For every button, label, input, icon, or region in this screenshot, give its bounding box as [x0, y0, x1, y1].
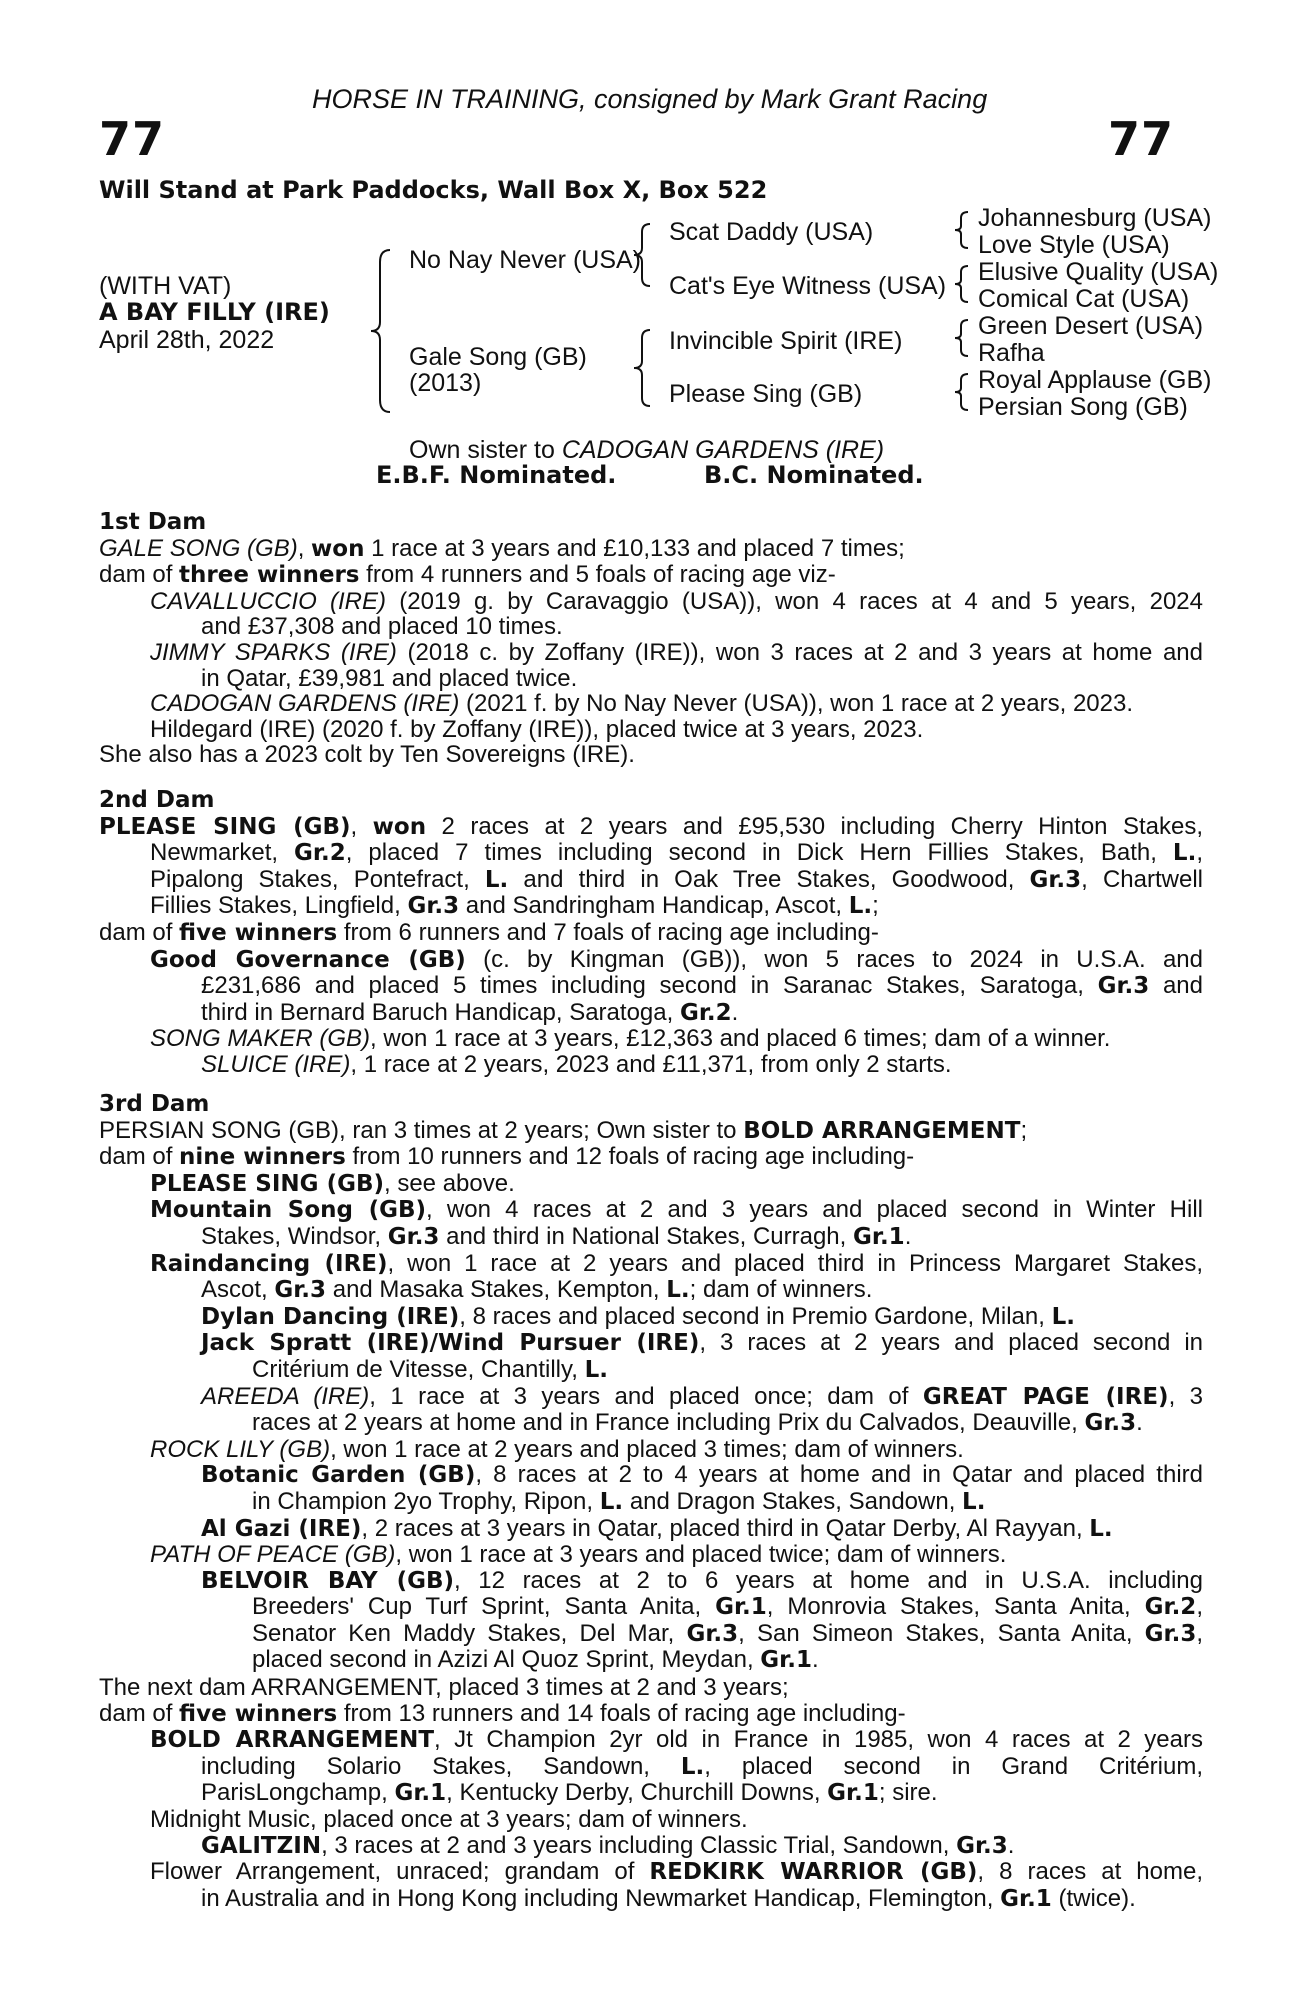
text-run: from 4 runners and 5 foals of racing age viz-	[359, 561, 836, 589]
text-run: , 3	[1168, 1382, 1204, 1410]
text-run: , won 1 race at 3 years and placed twice; dam of winners.	[395, 1541, 1007, 1569]
pedigree-text-line	[99, 814, 1203, 841]
italic-text: AREEDA (IRE)	[201, 1382, 370, 1410]
text-run: Pipalong Stakes, Pontefract,	[150, 865, 485, 893]
pedigree-text-line	[99, 1197, 1203, 1224]
text-run: dam of	[99, 1699, 180, 1727]
bold-text: BELVOIR BAY (GB)	[201, 1567, 455, 1594]
pedigree-text-line	[99, 1330, 1203, 1357]
stand-location: Will Stand at Park Paddocks, Wall Box X, Box 522	[99, 176, 768, 204]
bold-text: Gr.2	[294, 840, 346, 867]
pedigree-text-line	[99, 742, 1203, 768]
section-heading: 1st Dam	[99, 509, 207, 535]
text-run: , Monrovia Stakes, Santa Anita,	[766, 1593, 1145, 1621]
pedigree-text-line	[99, 666, 1203, 692]
pedigree-text-line	[99, 1621, 1203, 1648]
pedigree-text-line	[99, 1171, 1203, 1198]
text-run: , San Simeon Stakes, Santa Anita,	[738, 1619, 1145, 1647]
bold-text: three winners	[179, 562, 360, 589]
pedigree-brace-sd	[950, 264, 972, 304]
own-sister-note: Own sister to CADOGAN GARDENS (IRE)	[409, 436, 885, 464]
bold-text: L.	[666, 1277, 690, 1304]
text-run: and £37,308 and placed 10 times.	[201, 613, 563, 641]
bold-text: BOLD ARRANGEMENT	[150, 1727, 435, 1754]
pedigree-dss: Green Desert (USA)	[978, 312, 1204, 340]
text-run: from 10 runners and 12 foals of racing age including-	[345, 1143, 915, 1171]
bold-text: Gr.3	[387, 1223, 440, 1250]
pedigree-text-line	[99, 1516, 1203, 1543]
bold-text: Gr.3	[686, 1620, 739, 1647]
pedigree-sss: Johannesburg (USA)	[978, 204, 1212, 232]
bold-text: Gr.3	[1144, 1620, 1197, 1647]
pedigree-text-line	[99, 920, 1203, 947]
text-run: and Sandringham Handicap, Ascot,	[459, 892, 849, 920]
text-run: Senator Ken Maddy Stakes, Del Mar,	[252, 1619, 687, 1647]
pedigree-text-line	[99, 1118, 1203, 1145]
italic-text: CADOGAN GARDENS (IRE)	[150, 690, 460, 718]
text-run: , 1 race at 3 years and placed once; dam of	[369, 1382, 923, 1410]
bold-text: five winners	[179, 919, 338, 946]
pedigree-text-line	[99, 1026, 1203, 1052]
pedigree-text-line	[99, 589, 1203, 615]
pedigree-text-line	[99, 1462, 1203, 1489]
bold-text: PLEASE SING (GB)	[150, 1170, 384, 1197]
text-run: , Jt Champion 2yr old in France in 1985, won 4 races at 2 years	[434, 1726, 1203, 1754]
pedigree-text-line	[99, 1384, 1203, 1411]
bold-text: Gr.1	[1000, 1885, 1052, 1912]
bold-text: L.	[484, 866, 509, 893]
bold-text: Gr.1	[715, 1594, 767, 1621]
pedigree-text-line	[99, 614, 1203, 640]
text-run: dam of	[99, 1143, 180, 1171]
text-run: , 3 races at 2 and 3 years including Classic Trial, Sandown,	[321, 1831, 957, 1859]
pedigree-text-line	[99, 893, 1203, 920]
dam-1-section	[99, 510, 1203, 768]
pedigree-brace-ss	[950, 210, 972, 250]
text-run: , won 1 race at 3 years, £12,363 and placed 6 times; dam of a winner.	[370, 1025, 1111, 1053]
text-run: Critérium de Vitesse, Chantilly,	[252, 1355, 585, 1383]
pedigree-text-line	[99, 691, 1203, 717]
pedigree-text-line	[99, 1833, 1203, 1860]
text-run: Breeders' Cup Turf Sprint, Santa Anita,	[252, 1593, 716, 1621]
pedigree-sire-dam: Cat's Eye Witness (USA)	[669, 272, 947, 300]
text-run: and Dragon Stakes, Sandown,	[623, 1487, 963, 1515]
dam-3-section	[99, 1092, 1203, 1674]
own-sister-name: CADOGAN GARDENS (IRE)	[561, 436, 885, 464]
bold-text: Gr.3	[956, 1832, 1008, 1859]
pedigree-text-line	[99, 973, 1203, 1000]
text-run: She also has a 2023 colt by Ten Sovereigns (IRE).	[99, 741, 635, 769]
bold-text: Botanic Garden (GB)	[201, 1462, 476, 1489]
lot-number-left: 77	[99, 112, 166, 166]
pedigree-text-line	[99, 1675, 1203, 1701]
bold-text: Mountain Song (GB)	[150, 1197, 426, 1224]
bold-text: L.	[962, 1488, 986, 1515]
text-run: from 6 runners and 7 foals of racing age including-	[337, 918, 879, 946]
italic-text: CAVALLUCCIO (IRE)	[150, 587, 387, 615]
text-run: in Qatar, £39,981 and placed twice.	[201, 664, 578, 692]
bold-text: Gr.1	[394, 1780, 447, 1807]
text-run: ,	[350, 812, 373, 840]
text-run: in Australia and in Hong Kong including Newmarket Handicap, Flemington,	[201, 1884, 1001, 1912]
text-run: and third in National Stakes, Curragh,	[439, 1222, 853, 1250]
bold-text: L.	[848, 893, 873, 920]
pedigree-text-line	[99, 867, 1203, 894]
text-run: , Chartwell	[1081, 865, 1203, 893]
text-run: third in Bernard Baruch Handicap, Saratoga,	[201, 998, 680, 1026]
text-run: ,	[297, 534, 312, 562]
text-run: and Masaka Stakes, Kempton,	[326, 1276, 667, 1304]
pedigree-text-line	[99, 1144, 1203, 1171]
text-run: Flower Arrangement, unraced; grandam of	[150, 1858, 650, 1886]
text-run: , 8 races and placed second in Premio Gardone, Milan,	[459, 1302, 1052, 1330]
bold-text: five winners	[179, 1700, 338, 1727]
pedigree-text-line	[99, 1052, 1203, 1078]
text-run: , won 4 races at 2 and 3 years and placed second in Winter Hill	[426, 1196, 1203, 1224]
text-run: .	[1136, 1409, 1143, 1437]
text-run: £231,686 and placed 5 times including second in Saranac Stakes, Saratoga,	[201, 972, 1098, 1000]
pedigree-dds: Royal Applause (GB)	[978, 366, 1212, 394]
text-run: and	[1149, 972, 1203, 1000]
foaling-date: April 28th, 2022	[99, 326, 275, 354]
text-run: including Solario Stakes, Sandown,	[201, 1752, 681, 1780]
text-run: , placed 7 times including second in Dick Hern Fillies Stakes, Bath,	[345, 839, 1173, 867]
text-run: (2019 g. by Caravaggio (USA)), won 4 races at 4 and 5 years, 2024	[386, 587, 1203, 615]
bold-text: nine winners	[179, 1144, 346, 1171]
text-run: Fillies Stakes, Lingfield,	[150, 892, 408, 920]
pedigree-text-line	[99, 1224, 1203, 1251]
bold-text: GALITZIN	[201, 1832, 322, 1859]
section-heading: 3rd Dam	[99, 1091, 210, 1117]
text-run: dam of	[99, 561, 180, 589]
text-run: , 2 races at 3 years in Qatar, placed third in Qatar Derby, Al Rayyan,	[361, 1514, 1090, 1542]
text-run: ;	[872, 892, 879, 920]
bold-text: L.	[1089, 1515, 1113, 1542]
italic-text: SLUICE (IRE)	[201, 1050, 351, 1078]
bold-text: Gr.1	[760, 1647, 812, 1674]
pedigree-text-line	[99, 1594, 1203, 1621]
bold-text: L.	[599, 1488, 624, 1515]
pedigree-text-line	[99, 1647, 1203, 1674]
italic-text: GALE SONG (GB)	[99, 534, 298, 562]
text-run: ParisLongchamp,	[201, 1779, 395, 1807]
pedigree-sdd: Comical Cat (USA)	[978, 285, 1190, 313]
bold-text: Gr.3	[274, 1277, 327, 1304]
text-run: , 12 races at 2 to 6 years at home and in U.S.A. including	[454, 1566, 1203, 1594]
pedigree-text-line	[99, 1701, 1203, 1728]
pedigree-text-line	[99, 562, 1203, 589]
bold-text: Gr.1	[853, 1223, 905, 1250]
pedigree-text-line	[99, 1251, 1203, 1278]
text-run: Midnight Music, placed once at 3 years; dam of winners.	[150, 1805, 748, 1833]
bold-text: won	[372, 813, 427, 840]
text-run: in Champion 2yo Trophy, Ripon,	[252, 1487, 600, 1515]
text-run: , 8 races at 2 to 4 years at home and in Qatar and placed third	[475, 1461, 1203, 1489]
bold-text: Dylan Dancing (IRE)	[201, 1303, 460, 1330]
pedigree-text-line	[99, 640, 1203, 666]
bold-text: Gr.2	[1144, 1594, 1197, 1621]
bold-text: Gr.2	[679, 999, 732, 1026]
pedigree-dsd: Rafha	[978, 339, 1045, 367]
bold-text: won	[311, 535, 365, 562]
section-heading: 2nd Dam	[99, 787, 215, 813]
pedigree-brace-ds	[950, 318, 972, 358]
text-run: , won 1 race at 2 years and placed 3 times; dam of winners.	[330, 1435, 964, 1463]
pedigree-text-line	[99, 840, 1203, 867]
bold-text: Good Governance (GB)	[150, 946, 466, 973]
pedigree-text-line	[99, 1000, 1203, 1027]
text-run: , 3 races at 2 years and placed second in	[699, 1329, 1204, 1357]
pedigree-brace-main	[368, 248, 398, 414]
text-run: (2018 c. by Zoffany (IRE)), won 3 races at 2 and 3 years at home and	[396, 638, 1203, 666]
pedigree-ddd: Persian Song (GB)	[978, 393, 1188, 421]
text-run: .	[731, 998, 739, 1026]
pedigree-text-line	[99, 1304, 1203, 1331]
bold-text: REDKIRK WARRIOR (GB)	[649, 1859, 978, 1886]
bold-text: Gr.3	[1084, 1410, 1137, 1437]
text-run: .	[904, 1222, 912, 1250]
text-run: Stakes, Windsor,	[201, 1222, 388, 1250]
bold-text: Al Gazi (IRE)	[201, 1515, 362, 1542]
text-run: , placed second in Grand Critérium,	[704, 1752, 1203, 1780]
pedigree-text-line	[99, 1886, 1203, 1913]
text-run: , won 1 race at 2 years and placed third in Princess Margaret Stakes,	[387, 1249, 1204, 1277]
italic-text: SONG MAKER (GB)	[150, 1025, 371, 1053]
text-run: , 1 race at 2 years, 2023 and £11,371, from only 2 starts.	[350, 1050, 952, 1078]
text-run: ,	[1196, 839, 1203, 867]
lot-number-right: 77	[1108, 112, 1175, 166]
text-run: ; dam of winners.	[689, 1276, 873, 1304]
pedigree-text-line	[99, 1437, 1203, 1463]
pedigree-brace-dam	[630, 328, 656, 408]
bold-text: L.	[1051, 1303, 1075, 1330]
text-run: 1 race at 3 years and £10,133 and placed 7 times;	[364, 534, 905, 562]
pedigree-text-line	[99, 1807, 1203, 1833]
text-run: The next dam ARRANGEMENT, placed 3 times at 2 and 3 years;	[99, 1674, 789, 1701]
vat-note: (WITH VAT)	[99, 272, 232, 300]
pedigree-text-line	[99, 717, 1203, 743]
pedigree-brace-dd	[950, 372, 972, 412]
text-run: from 13 runners and 14 foals of racing age including-	[337, 1699, 906, 1727]
pedigree-dam-sire: Invincible Spirit (IRE)	[669, 327, 903, 355]
pedigree-text-line	[99, 536, 1203, 563]
pedigree-dam: Gale Song (GB)	[409, 343, 587, 371]
italic-text: PATH OF PEACE (GB)	[150, 1541, 396, 1569]
text-run: ,	[1196, 1619, 1204, 1647]
bold-text: BOLD ARRANGEMENT	[743, 1117, 1021, 1144]
bold-text: PLEASE SING (GB)	[99, 813, 351, 840]
bold-text: Gr.3	[1097, 973, 1150, 1000]
pedigree-sds: Elusive Quality (USA)	[978, 258, 1219, 286]
pedigree-text-line	[99, 1410, 1203, 1437]
bold-text: Gr.1	[827, 1780, 879, 1807]
pedigree-text-line	[99, 1542, 1203, 1568]
text-run: .	[1007, 1831, 1015, 1859]
italic-text: JIMMY SPARKS (IRE)	[150, 638, 397, 666]
pedigree-text-line	[99, 1859, 1203, 1886]
bold-text: Jack Spratt (IRE)/Wind Pursuer (IRE)	[201, 1330, 700, 1357]
bold-text: GREAT PAGE (IRE)	[922, 1383, 1169, 1410]
text-run: PERSIAN SONG (GB), ran 3 times at 2 years; Own sister to	[99, 1116, 744, 1144]
text-run: 2 races at 2 years and £95,530 including Cherry Hinton Stakes,	[426, 812, 1203, 840]
catalogue-header: HORSE IN TRAINING, consigned by Mark Grant Racing	[312, 84, 988, 114]
pedigree-dam-year: (2013)	[409, 369, 482, 397]
text-run: and third in Oak Tree Stakes, Goodwood,	[508, 865, 1030, 893]
bold-text: Gr.3	[407, 893, 460, 920]
text-run: , see above.	[384, 1169, 515, 1197]
bc-nominated: B.C. Nominated.	[704, 461, 924, 489]
text-run: .	[811, 1646, 819, 1674]
pedigree-ssd: Love Style (USA)	[978, 231, 1170, 259]
next-dam-section	[99, 1675, 1203, 1912]
text-run: ;	[1020, 1116, 1028, 1144]
horse-name: A BAY FILLY (IRE)	[99, 298, 330, 326]
bold-text: Gr.3	[1029, 866, 1082, 893]
pedigree-text-line	[99, 1754, 1203, 1781]
pedigree-text-line	[99, 1489, 1203, 1516]
text-run: placed second in Azizi Al Quoz Sprint, Meydan,	[252, 1646, 761, 1674]
pedigree-sire: No Nay Never (USA)	[409, 246, 641, 274]
text-run: Newmarket,	[150, 839, 295, 867]
pedigree-text-line	[99, 1277, 1203, 1304]
text-run: (twice).	[1051, 1884, 1136, 1912]
italic-text: ROCK LILY (GB)	[150, 1435, 331, 1463]
pedigree-text-line	[99, 1357, 1203, 1384]
dam-2-section	[99, 788, 1203, 1078]
pedigree-text-line	[99, 1568, 1203, 1595]
pedigree-text-line	[99, 1780, 1203, 1807]
text-run: races at 2 years at home and in France including Prix du Calvados, Deauville,	[252, 1409, 1085, 1437]
text-run: (2021 f. by No Nay Never (USA)), won 1 race at 2 years, 2023.	[459, 690, 1134, 718]
bold-text: Raindancing (IRE)	[150, 1250, 388, 1277]
pedigree-text-line	[99, 1727, 1203, 1754]
ebf-nominated: E.B.F. Nominated.	[376, 461, 617, 489]
text-run: ; sire.	[878, 1779, 938, 1807]
text-run: Ascot,	[201, 1276, 275, 1304]
pedigree-text-line	[99, 947, 1203, 974]
text-run: Hildegard (IRE) (2020 f. by Zoffany (IRE)), placed twice at 3 years, 2023.	[150, 715, 924, 743]
text-run: , Kentucky Derby, Churchill Downs,	[446, 1779, 828, 1807]
text-run: , 8 races at home,	[977, 1858, 1203, 1886]
bold-text: L.	[584, 1356, 608, 1383]
text-run: ,	[1196, 1593, 1203, 1621]
bold-text: L.	[1172, 840, 1197, 867]
pedigree-sire-sire: Scat Daddy (USA)	[669, 218, 874, 246]
text-run: (c. by Kingman (GB)), won 5 races to 2024 in U.S.A. and	[465, 945, 1203, 973]
pedigree-dam-dam: Please Sing (GB)	[669, 380, 863, 408]
bold-text: L.	[680, 1753, 705, 1780]
text-run: dam of	[99, 918, 180, 946]
